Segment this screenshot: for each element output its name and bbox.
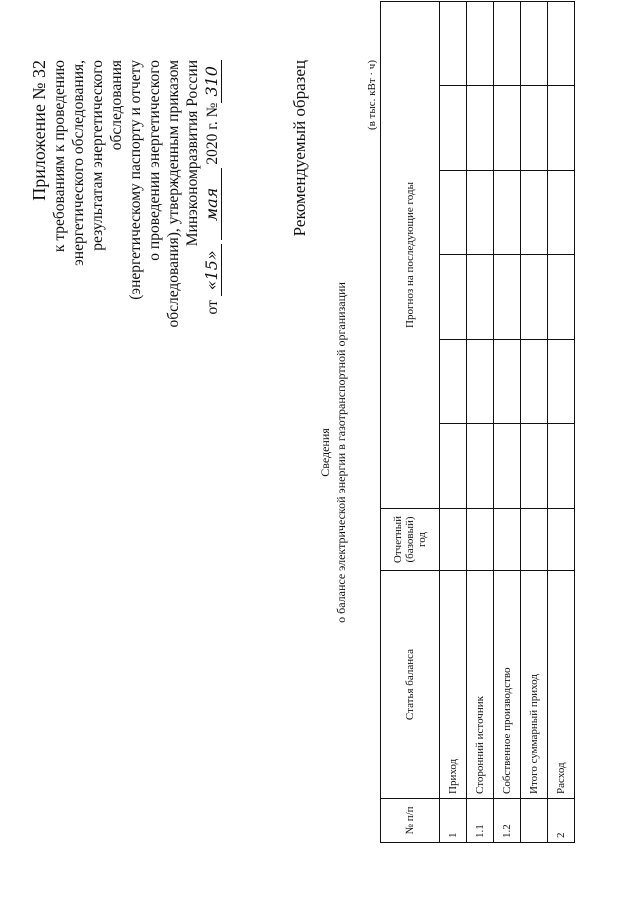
cell-base xyxy=(440,509,467,571)
document-title: Сведения xyxy=(318,428,332,477)
appendix-line: о проведении энергетического xyxy=(146,60,163,261)
cell-forecast xyxy=(440,2,467,87)
cell-forecast xyxy=(494,255,521,340)
order-year: 2020 г. № xyxy=(204,102,221,165)
cell-forecast xyxy=(494,86,521,171)
cell-forecast xyxy=(467,86,494,171)
cell-forecast xyxy=(494,171,521,256)
appendix-line: (энергетическому паспорту и отчету xyxy=(127,60,144,300)
cell-forecast xyxy=(548,255,575,340)
cell-forecast xyxy=(521,340,548,425)
cell-forecast xyxy=(440,255,467,340)
cell-base xyxy=(467,509,494,571)
appendix-line: обследования), утвержденным приказом xyxy=(165,60,182,328)
handwritten-day: «15» xyxy=(202,244,222,296)
cell-num: 1.1 xyxy=(467,799,494,843)
cell-forecast xyxy=(548,86,575,171)
appendix-line: Минэкономразвития России xyxy=(184,60,201,247)
cell-forecast xyxy=(467,340,494,425)
header-article: Статья баланса xyxy=(381,571,440,799)
cell-num: 1 xyxy=(440,799,467,843)
cell-forecast xyxy=(494,424,521,509)
cell-forecast xyxy=(521,2,548,87)
units-note: (в тыс. кВт · ч) xyxy=(366,60,378,131)
cell-forecast xyxy=(494,340,521,425)
cell-forecast xyxy=(440,424,467,509)
appendix-block xyxy=(28,60,222,360)
cell-forecast xyxy=(494,2,521,87)
order-date-line xyxy=(202,60,222,360)
cell-num xyxy=(521,799,548,843)
appendix-line: результатам энергетического xyxy=(89,60,106,251)
cell-forecast xyxy=(548,171,575,256)
cell-num: 2 xyxy=(548,799,575,843)
cell-forecast xyxy=(548,424,575,509)
appendix-line: энергетического обследования, xyxy=(70,60,87,266)
cell-base xyxy=(548,509,575,571)
cell-forecast xyxy=(440,171,467,256)
cell-forecast xyxy=(440,340,467,425)
table-header-row xyxy=(381,2,440,843)
cell-article: Расход xyxy=(548,571,575,799)
table-row xyxy=(521,2,548,843)
cell-article: Итого суммарный приход xyxy=(521,571,548,799)
table-row xyxy=(548,2,575,843)
cell-article: Приход xyxy=(440,571,467,799)
handwritten-month: мая xyxy=(202,168,222,240)
cell-article: Сторонний источник xyxy=(467,571,494,799)
cell-forecast xyxy=(467,255,494,340)
cell-forecast xyxy=(521,86,548,171)
cell-forecast xyxy=(467,2,494,87)
cell-forecast xyxy=(548,2,575,87)
table-row xyxy=(467,2,494,843)
appendix-line: к требованиям к проведению xyxy=(51,60,68,253)
sample-label: Рекомендуемый образец xyxy=(290,60,309,237)
header-num: № п/п xyxy=(381,799,440,843)
balance-table xyxy=(380,1,575,843)
date-prefix: от xyxy=(204,300,221,315)
cell-forecast xyxy=(467,171,494,256)
cell-forecast xyxy=(521,171,548,256)
appendix-line: обследования xyxy=(108,60,125,151)
header-forecast: Прогноз на последующие годы xyxy=(381,2,440,509)
cell-base xyxy=(521,509,548,571)
header-base-year: Отчетный (базовый) год xyxy=(381,509,440,571)
document-subtitle: о балансе электрической энергии в газотранспортной организации xyxy=(334,282,348,623)
cell-forecast xyxy=(548,340,575,425)
cell-forecast xyxy=(467,424,494,509)
cell-num: 1.2 xyxy=(494,799,521,843)
cell-base xyxy=(494,509,521,571)
cell-forecast xyxy=(521,424,548,509)
table-row xyxy=(440,2,467,843)
cell-forecast xyxy=(440,86,467,171)
handwritten-order-number: 310 xyxy=(202,60,222,103)
cell-article: Собственное производство xyxy=(494,571,521,799)
appendix-number: Приложение № 32 xyxy=(29,60,49,201)
cell-forecast xyxy=(521,255,548,340)
table-row xyxy=(494,2,521,843)
